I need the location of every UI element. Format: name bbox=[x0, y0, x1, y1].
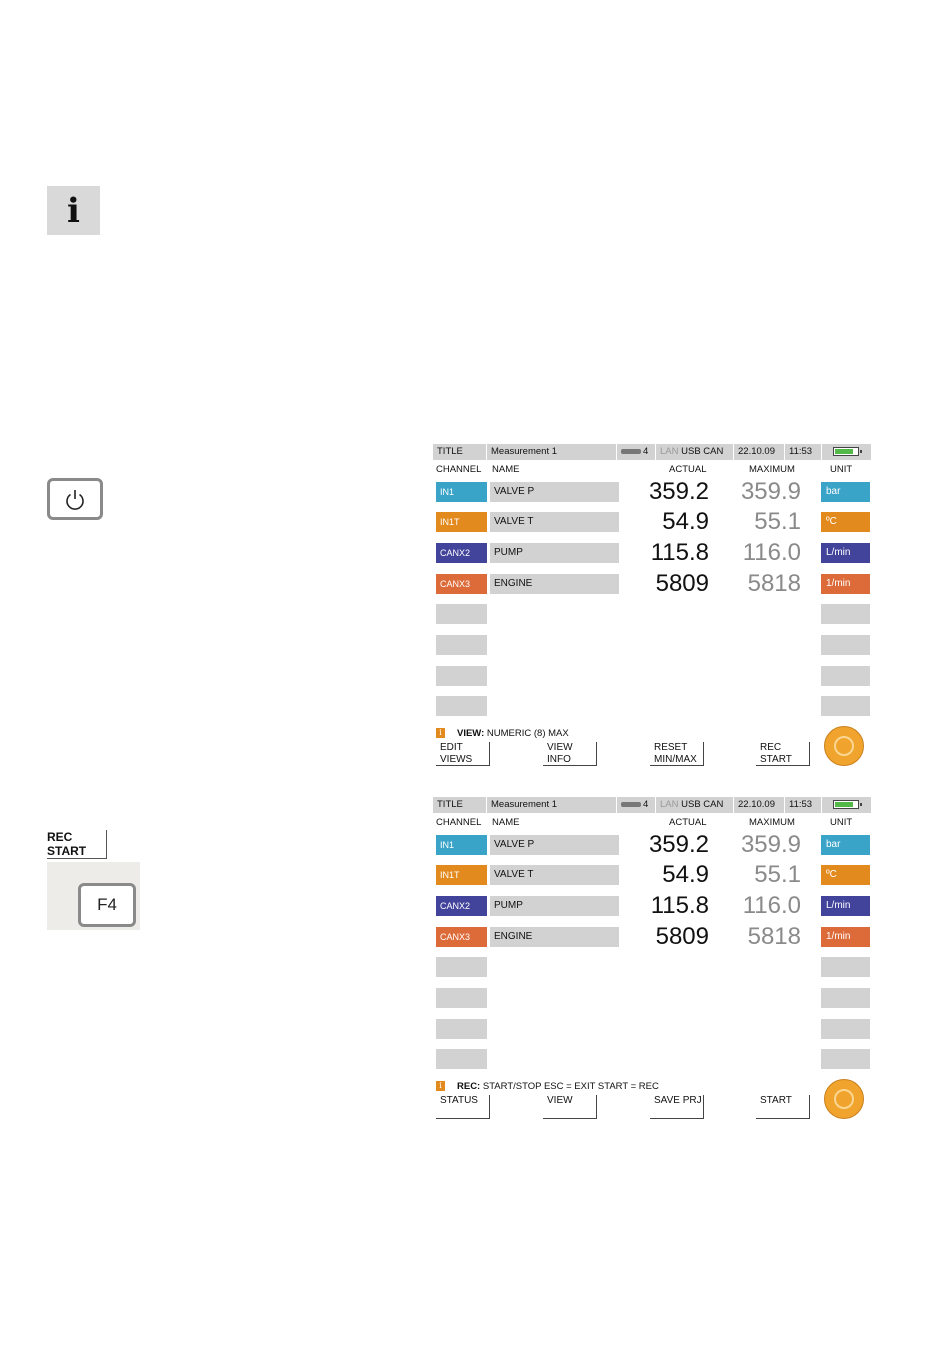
measurement-name: Measurement 1 bbox=[487, 797, 617, 813]
empty-channel-slot[interactable] bbox=[436, 666, 487, 686]
hint-text: NUMERIC (8) MAX bbox=[486, 728, 569, 739]
actual-value: 54.9 bbox=[662, 508, 709, 535]
maximum-value: 359.9 bbox=[740, 478, 801, 505]
device-screen-view bbox=[433, 444, 871, 784]
channel-cell[interactable]: CANX3 bbox=[436, 927, 487, 947]
actual-value: 54.9 bbox=[662, 861, 709, 888]
rec-start-softkey-label bbox=[47, 830, 107, 859]
status-bar bbox=[433, 444, 871, 460]
status-bar bbox=[433, 797, 871, 813]
nav-pad-icon[interactable] bbox=[824, 726, 864, 766]
time-display: 11:53 bbox=[785, 797, 822, 813]
nav-pad-icon[interactable] bbox=[824, 1079, 864, 1119]
softkey-line2: MIN/MAX bbox=[654, 754, 697, 765]
battery-icon bbox=[833, 447, 859, 456]
maximum-value: 5818 bbox=[747, 923, 801, 950]
info-icon: i bbox=[47, 186, 100, 235]
maximum-value: 116.0 bbox=[742, 892, 801, 919]
lan-status: LAN bbox=[660, 446, 679, 457]
name-cell[interactable]: ENGINE bbox=[490, 927, 619, 947]
actual-value: 5809 bbox=[655, 923, 709, 950]
hint-text: START/STOP ESC = EXIT START = REC bbox=[482, 1081, 659, 1092]
plug-icon bbox=[621, 449, 641, 454]
connection-count: 4 bbox=[643, 446, 649, 457]
softkey-f3[interactable] bbox=[650, 1095, 704, 1119]
header-unit: UNIT bbox=[830, 464, 853, 475]
empty-unit-slot[interactable] bbox=[821, 1019, 870, 1039]
empty-unit-slot[interactable] bbox=[821, 988, 870, 1008]
f4-key-area bbox=[47, 862, 140, 930]
start-label: START bbox=[47, 844, 87, 858]
empty-channel-slot[interactable] bbox=[436, 696, 487, 716]
name-cell[interactable]: VALVE P bbox=[490, 835, 619, 855]
maximum-value: 5818 bbox=[747, 570, 801, 597]
header-maximum: MAXIMUM bbox=[749, 464, 795, 475]
channel-cell[interactable]: IN1 bbox=[436, 835, 487, 855]
battery-fill bbox=[835, 449, 853, 454]
empty-unit-slot[interactable] bbox=[821, 957, 870, 977]
softkey-f4[interactable] bbox=[756, 1095, 810, 1119]
softkey-f2[interactable] bbox=[543, 1095, 597, 1119]
empty-channel-slot[interactable] bbox=[436, 604, 487, 624]
battery-indicator bbox=[822, 797, 871, 813]
softkey-line2: INFO bbox=[547, 754, 571, 765]
interface-status bbox=[656, 797, 734, 813]
power-icon bbox=[50, 481, 100, 517]
channel-cell[interactable]: CANX3 bbox=[436, 574, 487, 594]
empty-unit-slot[interactable] bbox=[821, 1049, 870, 1069]
unit-cell[interactable]: ºC bbox=[821, 865, 870, 885]
softkey-line2: START bbox=[760, 754, 792, 765]
hint-label: REC: bbox=[457, 1081, 481, 1092]
connection-indicator bbox=[617, 444, 656, 460]
name-cell[interactable]: PUMP bbox=[490, 896, 619, 916]
unit-cell[interactable]: 1/min bbox=[821, 927, 870, 947]
softkey-f2[interactable] bbox=[543, 742, 597, 766]
softkey-line1: RESET bbox=[654, 742, 688, 753]
empty-unit-slot[interactable] bbox=[821, 696, 870, 716]
unit-cell[interactable]: bar bbox=[821, 482, 870, 502]
usb-can-status: USB CAN bbox=[681, 446, 724, 457]
lan-status: LAN bbox=[660, 799, 679, 810]
actual-value: 115.8 bbox=[650, 539, 709, 566]
actual-value: 5809 bbox=[655, 570, 709, 597]
info-badge-icon: i bbox=[436, 1081, 445, 1091]
connection-indicator bbox=[617, 797, 656, 813]
power-button[interactable] bbox=[47, 478, 103, 520]
maximum-value: 55.1 bbox=[754, 861, 801, 888]
header-name: NAME bbox=[492, 464, 520, 475]
softkey-f4[interactable] bbox=[756, 742, 810, 766]
header-actual: ACTUAL bbox=[669, 817, 707, 828]
usb-can-status: USB CAN bbox=[681, 799, 724, 810]
unit-cell[interactable]: bar bbox=[821, 835, 870, 855]
maximum-value: 55.1 bbox=[754, 508, 801, 535]
empty-unit-slot[interactable] bbox=[821, 604, 870, 624]
actual-value: 359.2 bbox=[648, 478, 709, 505]
channel-cell[interactable]: IN1T bbox=[436, 865, 487, 885]
empty-channel-slot[interactable] bbox=[436, 1049, 487, 1069]
unit-cell[interactable]: ºC bbox=[821, 512, 870, 532]
channel-cell[interactable]: CANX2 bbox=[436, 896, 487, 916]
title-label: TITLE bbox=[433, 444, 487, 460]
unit-cell[interactable]: L/min bbox=[821, 543, 870, 563]
softkey-f1[interactable] bbox=[436, 1095, 490, 1119]
date-display: 22.10.09 bbox=[734, 444, 785, 460]
name-cell[interactable]: ENGINE bbox=[490, 574, 619, 594]
device-screen-rec bbox=[433, 797, 871, 1137]
header-maximum: MAXIMUM bbox=[749, 817, 795, 828]
battery-indicator bbox=[822, 444, 871, 460]
measurement-name: Measurement 1 bbox=[487, 444, 617, 460]
name-cell[interactable]: VALVE T bbox=[490, 865, 619, 885]
empty-channel-slot[interactable] bbox=[436, 635, 487, 655]
name-cell[interactable]: PUMP bbox=[490, 543, 619, 563]
interface-status bbox=[656, 444, 734, 460]
hint-line bbox=[436, 1081, 659, 1093]
empty-channel-slot[interactable] bbox=[436, 957, 487, 977]
name-cell[interactable]: VALVE P bbox=[490, 482, 619, 502]
empty-unit-slot[interactable] bbox=[821, 666, 870, 686]
maximum-value: 359.9 bbox=[740, 831, 801, 858]
plug-icon bbox=[621, 802, 641, 807]
header-unit: UNIT bbox=[830, 817, 853, 828]
unit-cell[interactable]: 1/min bbox=[821, 574, 870, 594]
channel-cell[interactable]: IN1T bbox=[436, 512, 487, 532]
softkey-line2: SAVE PRJ bbox=[654, 1095, 702, 1106]
softkey-line2: STATUS bbox=[440, 1095, 478, 1106]
softkey-f3[interactable] bbox=[650, 742, 704, 766]
softkey-line1: VIEW bbox=[547, 742, 573, 753]
battery-icon bbox=[833, 800, 859, 809]
empty-channel-slot[interactable] bbox=[436, 1019, 487, 1039]
empty-unit-slot[interactable] bbox=[821, 635, 870, 655]
info-badge-icon: i bbox=[436, 728, 445, 738]
empty-channel-slot[interactable] bbox=[436, 988, 487, 1008]
softkey-line2: VIEWS bbox=[440, 754, 473, 765]
rec-label: REC bbox=[47, 830, 73, 844]
header-name: NAME bbox=[492, 817, 520, 828]
unit-cell[interactable]: L/min bbox=[821, 896, 870, 916]
softkey-f1[interactable] bbox=[436, 742, 490, 766]
connection-count: 4 bbox=[643, 799, 649, 810]
header-actual: ACTUAL bbox=[669, 464, 707, 475]
header-channel: CHANNEL bbox=[436, 464, 482, 475]
title-label: TITLE bbox=[433, 797, 487, 813]
name-cell[interactable]: VALVE T bbox=[490, 512, 619, 532]
softkey-line1: REC bbox=[760, 742, 782, 753]
channel-cell[interactable]: CANX2 bbox=[436, 543, 487, 563]
header-channel: CHANNEL bbox=[436, 817, 482, 828]
battery-fill bbox=[835, 802, 853, 807]
softkey-line2: VIEW bbox=[547, 1095, 573, 1106]
channel-cell[interactable]: IN1 bbox=[436, 482, 487, 502]
maximum-value: 116.0 bbox=[742, 539, 801, 566]
actual-value: 359.2 bbox=[648, 831, 709, 858]
hint-label: VIEW: bbox=[457, 728, 485, 739]
hint-line bbox=[436, 728, 569, 740]
date-display: 22.10.09 bbox=[734, 797, 785, 813]
f4-button[interactable]: F4 bbox=[78, 883, 136, 927]
time-display: 11:53 bbox=[785, 444, 822, 460]
softkey-line1: EDIT bbox=[440, 742, 463, 753]
actual-value: 115.8 bbox=[650, 892, 709, 919]
softkey-line2: START bbox=[760, 1095, 792, 1106]
